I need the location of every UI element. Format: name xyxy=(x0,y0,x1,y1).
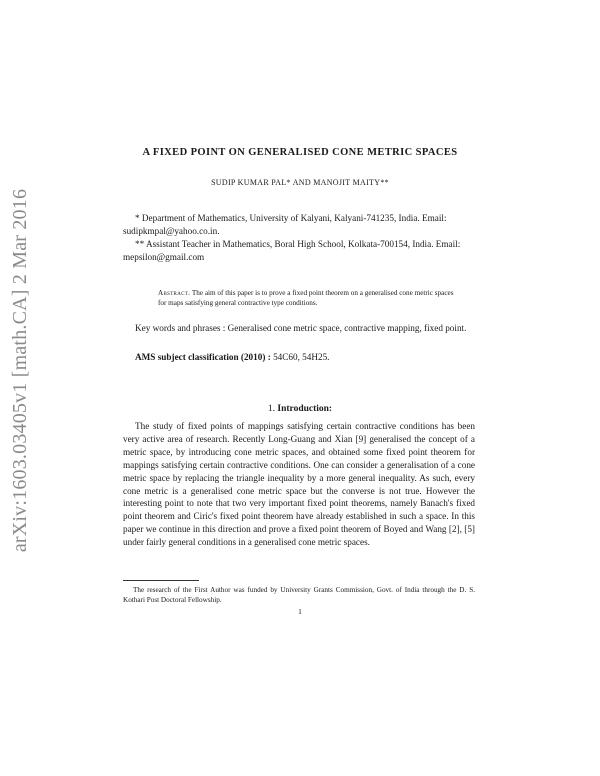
page-number: 1 xyxy=(298,607,302,616)
keywords: Key words and phrases : Generalised cone metric space, contractive mapping, fixed point. xyxy=(135,323,467,333)
abstract-label: Abstract. xyxy=(158,289,191,297)
abstract xyxy=(158,289,454,308)
ams-label: AMS subject classification (2010) : xyxy=(135,352,271,362)
affiliation-1: * Department of Mathematics, University of Kalyani, Kalyani-741235, India. Email: sudipkmpal@yahoo.co.in. xyxy=(123,213,447,236)
abstract-text: The aim of this paper is to prove a fixed point theorem on a generalised cone metric spaces for maps satisfying general contractive type conditions. xyxy=(158,289,454,307)
footnote-rule xyxy=(123,580,199,581)
arxiv-id: arXiv:1603.03405v1 [math.CA] 2 Mar 2016 xyxy=(9,188,32,552)
ams-classification xyxy=(135,352,487,362)
section-heading xyxy=(0,404,600,414)
affiliation-2: ** Assistant Teacher in Mathematics, Boral High School, Kolkata-700154, India. Email: mepsilon@gmail.com xyxy=(123,239,461,262)
intro-paragraph: The study of fixed points of mappings satisfying certain contractive conditions has been very active area of research. Recently Long-Guang and Xian [9] generalised the concept of a metric space, by introducing cone metric spaces, and obtained some fixed point theorem for mappings satisfying certain contractive conditions. One can consider a generalisation of a cone metric space by replacing the triangle inequality by a more general inequality. As such, every cone metric is a generalised cone metric space but the converse is not true. However the interesting point to note that two very important fixed point theorems, namely Banach's fixed point theorem and Ciric's fixed point theorem have already established in such a space. In this paper we continue in this direction and prove a fixed point theorem of Boyed and Wang [2], [5] under fairly general conditions in a generalised cone metric spaces. xyxy=(123,421,475,548)
ams-codes: 54C60, 54H25. xyxy=(270,352,330,362)
affiliations xyxy=(123,212,475,264)
paper-title: A FIXED POINT ON GENERALISED CONE METRIC SPACES xyxy=(142,147,458,158)
footnote: The research of the First Author was funded by University Grants Commission, Govt. of India through the D. S. Kothari Post Doctoral Fellowship. xyxy=(123,586,475,604)
section-number: 1. xyxy=(267,404,275,414)
paper-authors: SUDIP KUMAR PAL* AND MANOJIT MAITY** xyxy=(211,178,389,187)
section-title: Introduction: xyxy=(277,404,333,414)
